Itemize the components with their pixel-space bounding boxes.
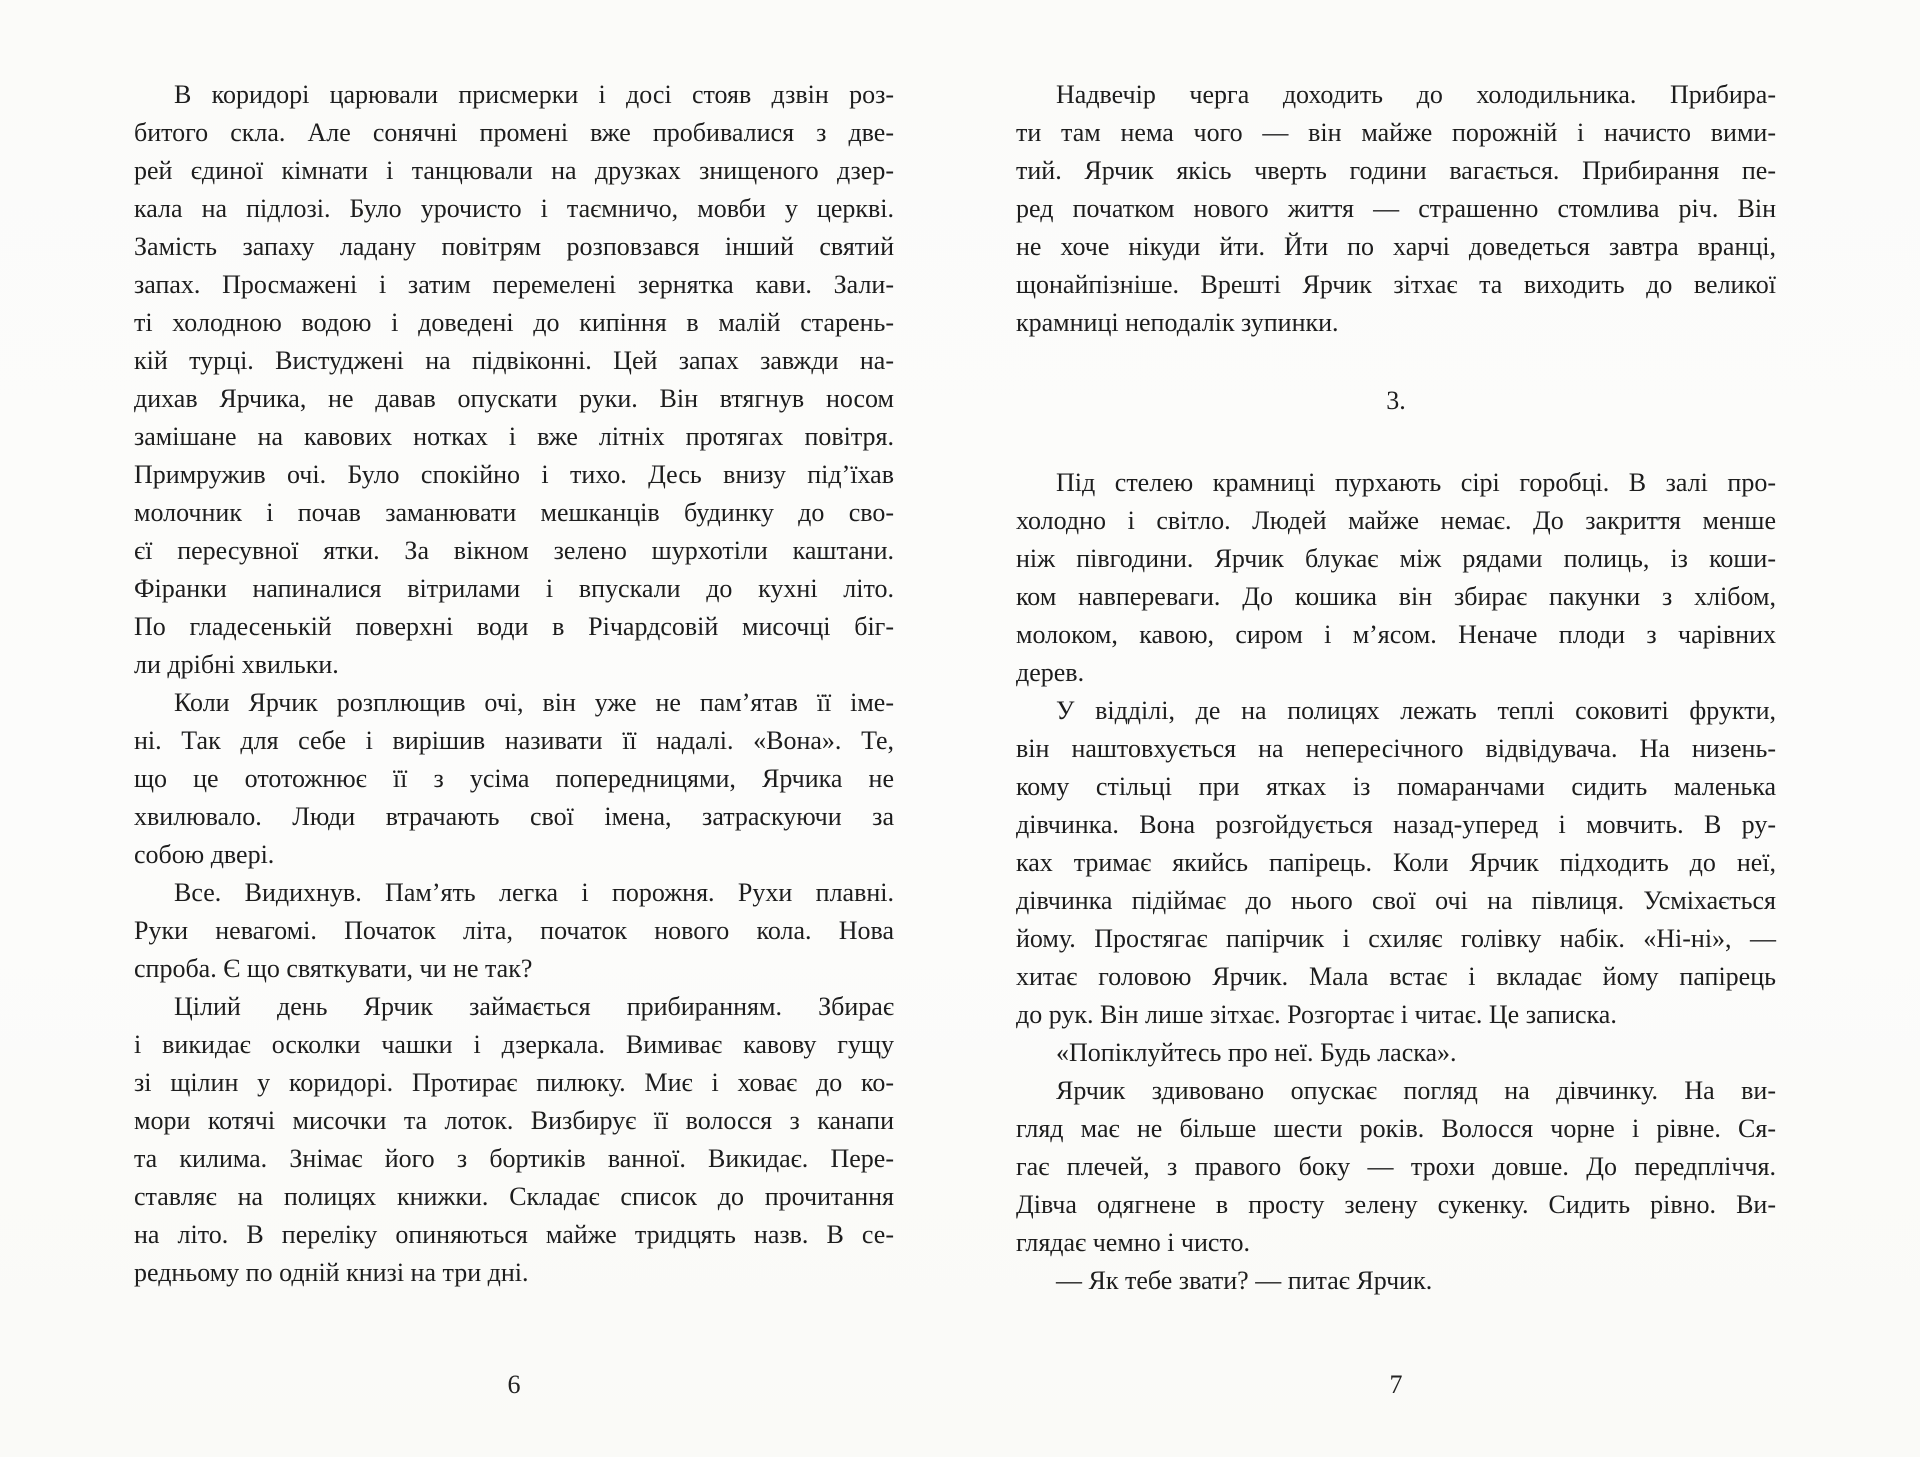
- text-line: Руки невагомі. Початок літа, початок нового кола. Нова: [134, 916, 894, 945]
- text-line: на літо. В переліку опиняються майже тридцять назв. В се-: [134, 1220, 894, 1249]
- text-line: замішане на кавових нотках і вже літніх протягах повітря.: [134, 422, 894, 451]
- text-line: дівчинка. Вона розгойдується назад-уперед і мовчить. В ру-: [1016, 810, 1776, 839]
- text-line: він наштовхується на непересічного відвідувача. На низень-: [1016, 734, 1776, 763]
- text-line: кала на підлозі. Було урочисто і таємничо, мовби у церкві.: [134, 194, 894, 223]
- text-line: Надвечір черга доходить до холодильника. Прибира-: [1056, 80, 1776, 109]
- text-line: рей єдиної кімнати і танцювали на друзках знищеного дзер-: [134, 156, 894, 185]
- text-line: «Попіклуйтесь про неї. Будь ласка».: [1056, 1038, 1457, 1067]
- text-line: Примружив очі. Було спокійно і тихо. Десь внизу під’їхав: [134, 460, 894, 489]
- text-line: тий. Ярчик якісь чверть години вагається. Прибирання пе-: [1016, 156, 1776, 185]
- left-page-text-column: [134, 76, 894, 1292]
- text-line: молоком, кавою, сиром і м’ясом. Неначе плоди з чарівних: [1016, 620, 1776, 649]
- text-line: єї пересувної ятки. За вікном зелено шурхотіли каштани.: [134, 536, 894, 565]
- text-line: ні. Так для себе і вирішив називати її надалі. «Вона». Те,: [134, 726, 894, 755]
- text-line: ставляє на полицях книжки. Складає список до прочитання: [134, 1182, 894, 1211]
- text-line: Під стелею крамниці пурхають сірі горобці. В залі про-: [1056, 468, 1776, 497]
- text-line: Цілий день Ярчик займається прибиранням. Збирає: [174, 992, 894, 1021]
- text-line: У відділі, де на полицях лежать теплі соковиті фрукти,: [1056, 696, 1776, 725]
- text-line: ках тримає якийсь папірець. Коли Ярчик підходить до неї,: [1016, 848, 1776, 877]
- text-line: ред початком нового життя — страшенно стомлива річ. Він: [1016, 194, 1776, 223]
- text-line: не хоче нікуди йти. Йти по харчі доведеться завтра вранці,: [1016, 232, 1776, 261]
- text-line: мори котячі мисочки та лоток. Визбирує її волосся з канапи: [134, 1106, 894, 1135]
- text-line: щонайпізніше. Врешті Ярчик зітхає та виходить до великої: [1016, 270, 1776, 299]
- text-line: що це ототожнює її з усіма попередницями, Ярчика не: [134, 764, 894, 793]
- text-line: холодно і світло. Людей майже немає. До закриття менше: [1016, 506, 1776, 535]
- text-line: запах. Просмажені і затим перемелені зернятка кави. Зали-: [134, 270, 894, 299]
- text-line: По гладесенькій поверхні води в Річардсовій мисочці біг-: [134, 612, 894, 641]
- text-line: йому. Простягає папірчик і схиляє голівку набік. «Ні-ні», —: [1016, 924, 1776, 953]
- text-line: глядає чемно і чисто.: [1016, 1228, 1250, 1257]
- right-page-number: 7: [1389, 1370, 1403, 1399]
- text-line: кій турці. Вистуджені на підвіконні. Цей запах завжди на-: [134, 346, 894, 375]
- text-line: В коридорі царювали присмерки і досі стояв дзвін роз-: [174, 80, 894, 109]
- text-line: дихав Ярчика, не давав опускати руки. Він втягнув носом: [134, 384, 894, 413]
- text-line: гляд має не більше шести років. Волосся чорне і рівне. Ся-: [1016, 1114, 1776, 1143]
- text-line: кому стільці при ятках із помаранчами сидить маленька: [1016, 772, 1776, 801]
- text-line: Ярчик здивовано опускає погляд на дівчинку. На ви-: [1056, 1076, 1776, 1105]
- text-line: Дівча одягнене в просту зелену сукенку. Сидить рівно. Ви-: [1016, 1190, 1776, 1219]
- text-line: ли дрібні хвильки.: [134, 650, 339, 679]
- text-line: — Як тебе звати? — питає Ярчик.: [1056, 1266, 1433, 1295]
- text-line: хитає головою Ярчик. Мала встає і вкладає йому папірець: [1016, 962, 1776, 991]
- text-line: та килима. Знімає його з бортиків ванної. Викидає. Пере-: [134, 1144, 894, 1173]
- right-page-text-column: [1016, 76, 1776, 1300]
- text-line: хвилювало. Люди втрачають свої імена, затраскуючи за: [134, 802, 894, 831]
- text-line: Замість запаху ладану повітрям розповзався інший святий: [134, 232, 894, 261]
- text-line: ті холодною водою і доведені до кипіння в малій старень-: [134, 308, 894, 337]
- text-line: молочник і почав заманювати мешканців будинку до сво-: [134, 498, 894, 527]
- text-line: до рук. Він лише зітхає. Розгортає і читає. Це записка.: [1016, 1000, 1617, 1029]
- text-line: Фіранки напиналися вітрилами і впускали до кухні літо.: [134, 574, 894, 603]
- text-line: спроба. Є що святкувати, чи не так?: [134, 954, 533, 983]
- text-line: зі щілин у коридорі. Протирає пилюку. Миє і ховає до ко-: [134, 1068, 894, 1097]
- text-line: гає плечей, з правого боку — трохи довше. До передпліччя.: [1016, 1152, 1776, 1181]
- text-line: Все. Видихнув. Пам’ять легка і порожня. Рухи плавні.: [174, 878, 894, 907]
- text-line: Коли Ярчик розплющив очі, він уже не пам’ятав її іме-: [174, 688, 894, 717]
- text-line: і викидає осколки чашки і дзеркала. Вимиває кавову гущу: [134, 1030, 894, 1059]
- left-page-number: 6: [507, 1370, 521, 1399]
- text-line: ком навпереваги. До кошика він збирає пакунки з хлібом,: [1016, 582, 1776, 611]
- section-heading: 3.: [1386, 386, 1406, 415]
- text-line: дівчинка підіймає до нього свої очі на півлиця. Усміхається: [1016, 886, 1776, 915]
- text-line: дерев.: [1016, 658, 1085, 687]
- text-line: ти там нема чого — він майже порожній і начисто вими-: [1016, 118, 1776, 147]
- text-line: редньому по одній книзі на три дні.: [134, 1258, 529, 1287]
- text-line: крамниці неподалік зупинки.: [1016, 308, 1339, 337]
- text-line: ніж півгодини. Ярчик блукає між рядами полиць, із коши-: [1016, 544, 1776, 573]
- text-line: собою двері.: [134, 840, 275, 869]
- text-line: битого скла. Але сонячні промені вже пробивалися з две-: [134, 118, 894, 147]
